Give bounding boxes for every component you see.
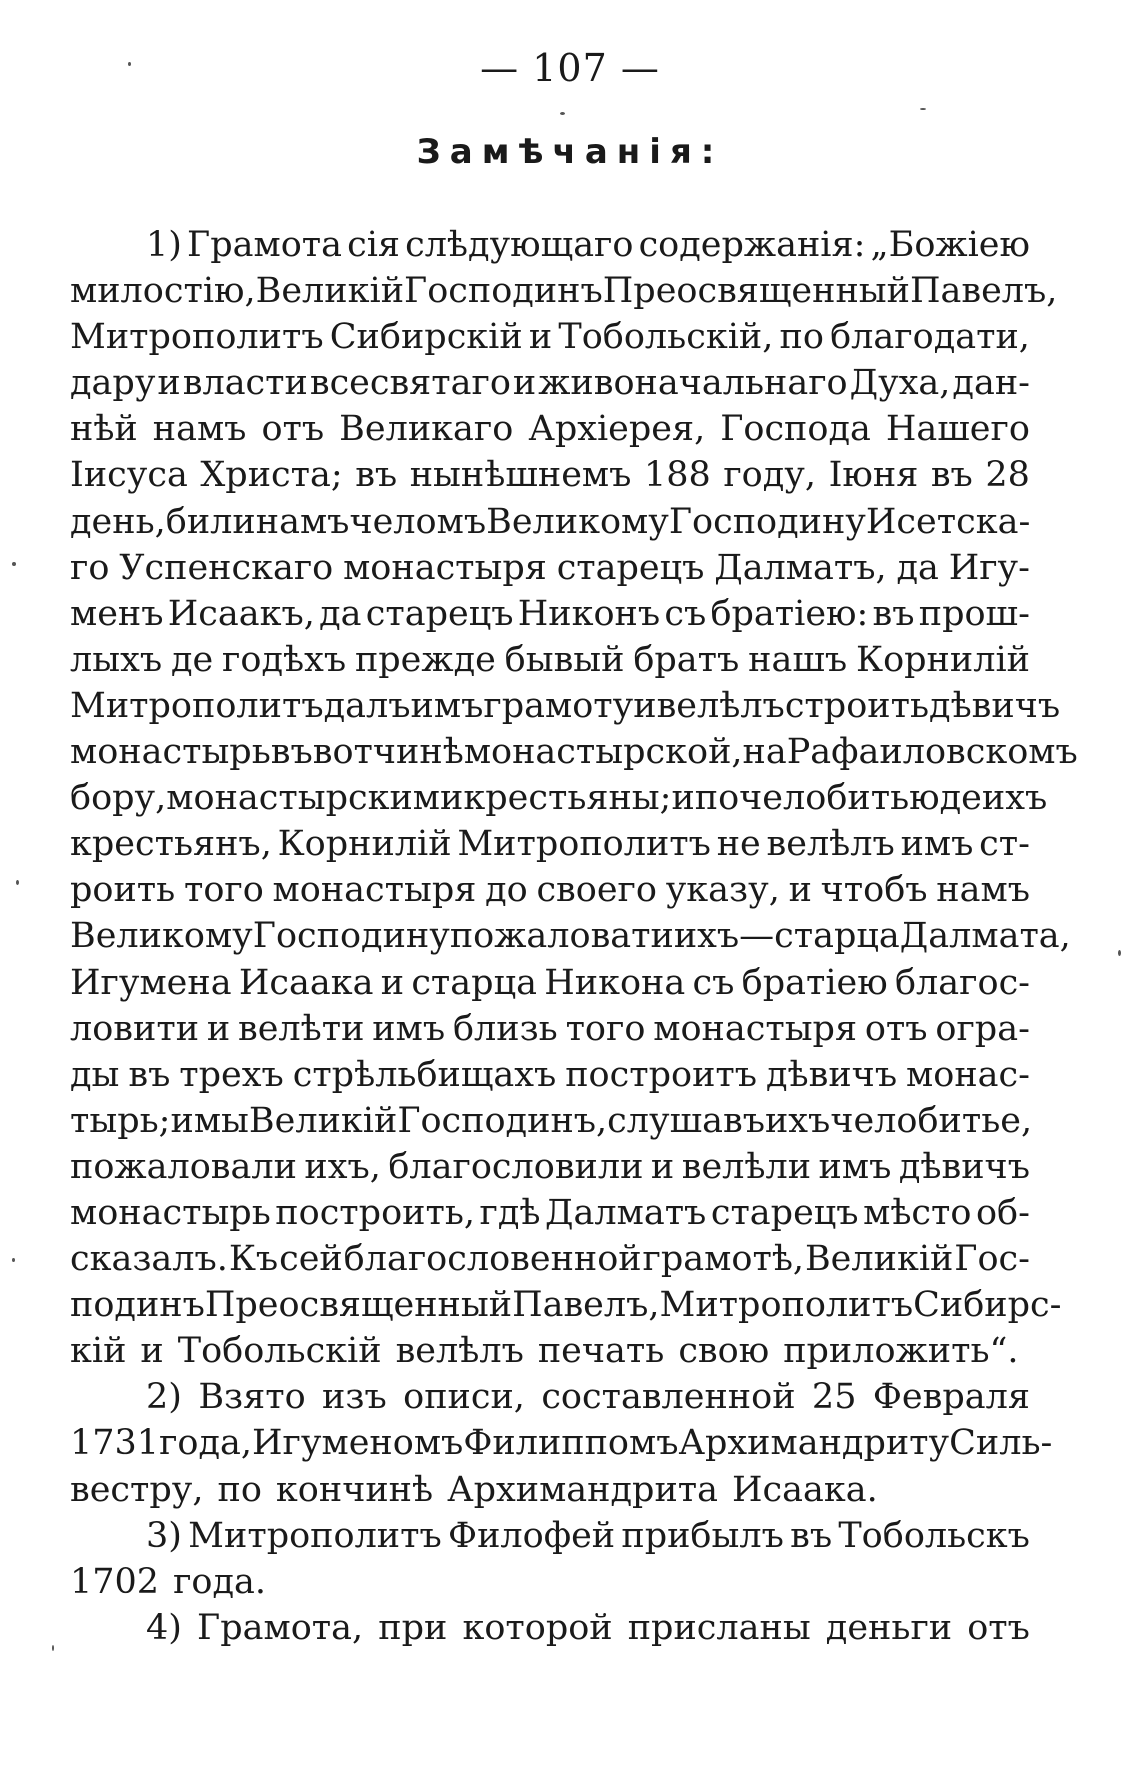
word: Игумена [70, 962, 232, 1003]
word: Далмата, [899, 916, 1071, 957]
word: благословили [388, 1146, 644, 1187]
word: Грамота [187, 225, 343, 265]
word: ихъ [981, 778, 1048, 819]
text-line [70, 1605, 1030, 1651]
word: Митрополитъ [70, 685, 324, 726]
word: челомъ [349, 501, 487, 542]
text-line [70, 545, 1030, 591]
word: по [217, 1469, 262, 1510]
word: братъ [633, 639, 740, 680]
word: 1731 [70, 1423, 160, 1464]
word: Сибирскій [329, 317, 523, 358]
word: Архимандрита [447, 1469, 719, 1510]
word: Господинъ, [397, 1100, 608, 1141]
text-line [70, 729, 1078, 775]
word: Павелъ, [909, 271, 1058, 312]
word: слѣдующаго [405, 225, 634, 265]
word: имъ [900, 824, 974, 865]
word: грамотѣ, [642, 1239, 805, 1280]
word: съ [692, 962, 735, 1003]
word: сказалъ. [70, 1239, 228, 1280]
word: вестру, [70, 1469, 204, 1510]
word: ды [70, 1054, 120, 1095]
word: ихъ, [304, 1146, 381, 1187]
word: въ [270, 732, 313, 773]
word: Господа [720, 409, 871, 450]
word: мы [193, 1100, 249, 1141]
word: старецъ [710, 1192, 859, 1233]
word: отъ [967, 1607, 1030, 1648]
word: 1) [146, 225, 182, 265]
word: вотчинѣ [312, 732, 464, 773]
text-line [70, 1374, 1030, 1420]
word: Корнилій [277, 824, 452, 865]
word: грамоту [483, 685, 634, 726]
word: слушавъ [607, 1100, 765, 1141]
word: да [896, 547, 939, 588]
word: монастыря [272, 870, 477, 911]
word: Тобольскій [177, 1331, 382, 1372]
word: 1702 [70, 1561, 160, 1602]
word: составленной [541, 1377, 796, 1418]
word: нынѣшнемъ [409, 455, 632, 496]
word: Великій [804, 1239, 954, 1280]
text-line [70, 1559, 1030, 1605]
word: живоначальнаго [538, 363, 848, 404]
text-line [70, 683, 1061, 729]
word: роить [70, 870, 176, 911]
word: Корнилій [855, 639, 1030, 680]
word: благословенной [343, 1239, 642, 1280]
word: благодати, [830, 317, 1030, 358]
word: дѣвичъ [929, 685, 1061, 726]
text-line [70, 1282, 1062, 1328]
word: изъ [322, 1377, 387, 1418]
word: Великому [70, 916, 253, 957]
word: отъ [261, 409, 325, 450]
word: Архимандриту [678, 1423, 950, 1464]
word: Духа, [849, 363, 951, 404]
scan-speck [128, 62, 131, 66]
word: кончинѣ [275, 1469, 434, 1510]
word: прибылъ [621, 1515, 784, 1556]
scan-speck [920, 108, 926, 110]
page-number: — 107 — [480, 46, 660, 90]
word: Преосвященный [204, 1285, 513, 1326]
word: свою [678, 1331, 770, 1372]
word: указу, [665, 870, 780, 911]
word: Никона [544, 962, 686, 1003]
word: бору, [70, 778, 167, 819]
word: года. [173, 1561, 267, 1602]
text-line [70, 406, 1030, 452]
text-line [70, 913, 1071, 959]
word: и [206, 1008, 231, 1049]
word: Филофей [448, 1515, 616, 1556]
word: Господину [252, 916, 450, 957]
word: челобитью [739, 778, 940, 819]
word: Далматъ [545, 1192, 707, 1233]
word: ихъ—старца [673, 916, 900, 957]
word: Рафаиловскомъ [786, 732, 1078, 773]
word: въ [128, 1054, 171, 1095]
word: монастыря [343, 547, 547, 588]
text-line [70, 1420, 1053, 1466]
word: и [170, 1100, 194, 1141]
word: да [319, 593, 362, 634]
word: имъ [818, 1146, 892, 1187]
word: которой [462, 1607, 613, 1648]
text-line [70, 775, 1048, 821]
word: трехъ [179, 1054, 284, 1095]
word: велѣти [238, 1008, 365, 1049]
word: велѣли [681, 1146, 812, 1187]
word: по [694, 778, 740, 819]
word: монастырской, [463, 732, 743, 773]
scan-speck [12, 1258, 15, 1262]
word: печать [537, 1331, 665, 1372]
word: дан- [952, 363, 1030, 404]
word: того [565, 1008, 646, 1049]
text-line [70, 222, 1030, 268]
word: огра- [935, 1008, 1030, 1049]
text-line [70, 499, 1030, 545]
text-line [70, 1052, 1030, 1098]
word: Гос- [954, 1239, 1030, 1280]
word: Силь- [949, 1423, 1053, 1464]
text-line [70, 637, 1030, 683]
word: об- [975, 1192, 1030, 1233]
word: монас- [906, 1054, 1030, 1095]
word: прош- [918, 593, 1030, 634]
word: Взято [198, 1377, 306, 1418]
word: 4) [146, 1607, 182, 1648]
word: власти [182, 363, 308, 404]
word: мѣсто [863, 1192, 972, 1233]
word: ихъ [764, 1100, 831, 1141]
word: нѣй [70, 409, 138, 450]
word: Успенскаго [119, 547, 334, 588]
text-line [70, 360, 1030, 406]
word: приложить“. [783, 1331, 1019, 1372]
word: лыхъ [70, 639, 163, 680]
word: стрѣльбищахъ [292, 1054, 557, 1095]
word: описи, [403, 1377, 525, 1418]
word: 3) [146, 1515, 182, 1556]
word: въ [930, 455, 973, 496]
word: Исаакъ, [167, 593, 315, 634]
word: и [157, 363, 181, 404]
word: ловити [70, 1008, 200, 1049]
word: деньги [825, 1607, 953, 1648]
word: менъ [70, 593, 164, 634]
text-line [70, 1236, 1030, 1282]
text-line [70, 1190, 1030, 1236]
word: своего [536, 870, 657, 911]
word: на [742, 732, 787, 773]
word: близь [452, 1008, 558, 1049]
word: били [165, 501, 256, 542]
word: всесвятаго [309, 363, 511, 404]
text-line [70, 1467, 1030, 1513]
word: Исетска- [865, 501, 1031, 542]
word: содержанія: [638, 225, 866, 265]
body-text [70, 222, 1078, 1651]
word: 2) [146, 1377, 182, 1418]
word: Великаго [339, 409, 514, 450]
word: и [633, 685, 657, 726]
word: крестьянъ, [70, 824, 272, 865]
section-heading: Замѣчанія: [416, 132, 724, 172]
word: года, [159, 1423, 253, 1464]
word: того [183, 870, 264, 911]
text-line [70, 1513, 1030, 1559]
word: годѣхъ [222, 639, 347, 680]
word: сей [279, 1239, 343, 1280]
scan-speck [1118, 950, 1121, 956]
word: и [140, 1331, 164, 1372]
word: Іюня [828, 455, 919, 496]
text-line [70, 1328, 1030, 1374]
text-line [70, 1144, 1030, 1190]
word: и [788, 870, 812, 911]
word: Павелъ, [512, 1285, 660, 1326]
word: сія [347, 225, 400, 265]
word: намъ [152, 409, 247, 450]
text-line [70, 591, 1030, 637]
word: построитъ [565, 1054, 758, 1095]
scan-speck [52, 1645, 54, 1651]
word: старца [411, 962, 537, 1003]
word: монастырь [70, 1192, 271, 1233]
word: дару [70, 363, 156, 404]
word: Къ [228, 1239, 279, 1280]
word: Архіерея, [528, 409, 706, 450]
word: прежде [354, 639, 496, 680]
word: дѣвичъ [765, 1054, 898, 1095]
word: велѣлъ [656, 685, 785, 726]
word: отъ [864, 1008, 928, 1049]
word: построить, [275, 1192, 476, 1233]
word: Великому [486, 501, 669, 542]
word: Господину [668, 501, 866, 542]
word: челобитье, [830, 1100, 1033, 1141]
word: строить [784, 685, 930, 726]
word: де [170, 639, 214, 680]
text-line [70, 1006, 1030, 1052]
word: Исаака. [732, 1469, 878, 1510]
word: Далматъ, [714, 547, 887, 588]
word: намъ [255, 501, 350, 542]
word: имъ [410, 685, 484, 726]
word: день, [70, 501, 166, 542]
word: милостію, [70, 271, 256, 312]
word: Господинъ [404, 271, 603, 312]
word: старецъ [365, 593, 514, 634]
text-line [70, 314, 1030, 360]
word: 25 [811, 1377, 857, 1418]
word: ст- [979, 824, 1030, 865]
word: Сибирс- [913, 1285, 1062, 1326]
word: Грамота, [197, 1607, 364, 1648]
scan-speck [16, 880, 19, 885]
word: Іисуса [70, 455, 188, 496]
word: далъ [323, 685, 411, 726]
word: 188 [643, 455, 711, 496]
word: до [485, 870, 528, 911]
word: монастырь [70, 732, 271, 773]
scan-speck [12, 562, 16, 566]
word: монастыря [653, 1008, 858, 1049]
text-line [70, 960, 1030, 1006]
word: бывый [504, 639, 625, 680]
word: году, [723, 455, 817, 496]
text-line [70, 867, 1030, 913]
word: благос- [894, 962, 1030, 1003]
word: Христа; [200, 455, 343, 496]
word: Митрополитъ [70, 317, 324, 358]
word: имъ [372, 1008, 446, 1049]
word: Никонъ [517, 593, 661, 634]
word: по [779, 317, 824, 358]
word: Великій [248, 1100, 398, 1141]
word: подинъ [70, 1285, 205, 1326]
word: Нашего [885, 409, 1030, 450]
word: де [939, 778, 982, 819]
word: не [716, 824, 761, 865]
word: и [671, 778, 695, 819]
text-line [70, 268, 1058, 314]
word: крестьяны; [463, 778, 672, 819]
word: чтобъ [820, 870, 928, 911]
word: тырь; [70, 1100, 171, 1141]
word: дѣвичъ [898, 1146, 1030, 1187]
word: и [650, 1146, 675, 1187]
word: Игуменомъ [252, 1423, 464, 1464]
word: братіею: [710, 593, 869, 634]
word: Тобольскъ [838, 1515, 1030, 1556]
word: „Божіею [870, 225, 1030, 265]
word: и [380, 962, 405, 1003]
word: велѣлъ [395, 1331, 524, 1372]
word: намъ [936, 870, 1030, 911]
word: Тобольскій, [558, 317, 774, 358]
word: Великій [255, 271, 405, 312]
word: гдѣ [479, 1192, 541, 1233]
word: го [70, 547, 110, 588]
word: монастырскими [166, 778, 464, 819]
word: старецъ [556, 547, 705, 588]
word: присланы [627, 1607, 811, 1648]
word: Игу- [948, 547, 1030, 588]
word: съ [664, 593, 707, 634]
word: Митрополитъ [457, 824, 711, 865]
word: при [378, 1607, 448, 1648]
text-line [70, 452, 1030, 498]
word: братіею [741, 962, 888, 1003]
word: Преосвященный [602, 271, 910, 312]
text-line [70, 821, 1030, 867]
word: пожаловали [70, 1146, 297, 1187]
word: Филиппомъ [463, 1423, 679, 1464]
word: пожаловати [449, 916, 674, 957]
word: въ [790, 1515, 833, 1556]
word: Митрополитъ [188, 1515, 442, 1556]
word: Митрополитъ [659, 1285, 914, 1326]
text-line [70, 1098, 1033, 1144]
word: 28 [985, 455, 1030, 496]
word: кій [70, 1331, 127, 1372]
word: въ [355, 455, 398, 496]
word: въ [872, 593, 915, 634]
word: и [528, 317, 553, 358]
word: Исаака [238, 962, 374, 1003]
scan-speck [560, 112, 565, 115]
word: нашъ [748, 639, 848, 680]
word: и [512, 363, 537, 404]
word: Февраля [872, 1377, 1030, 1418]
word: велѣлъ [766, 824, 895, 865]
